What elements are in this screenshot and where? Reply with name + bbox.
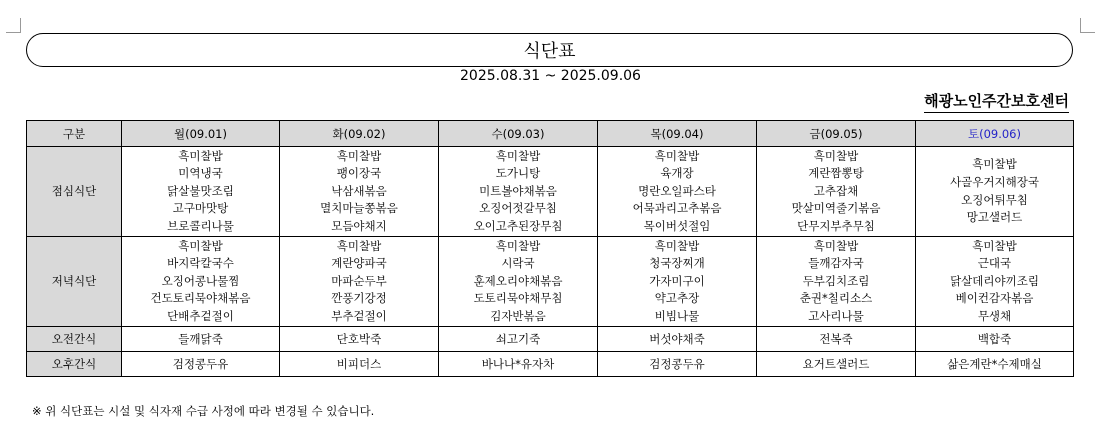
menu-cell-lunch-mon — [122, 147, 280, 237]
menu-cell-afternoon-snack-sat — [916, 352, 1074, 377]
menu-item: 비빔나물 — [654, 308, 700, 323]
menu-cell-afternoon-snack-fri — [757, 352, 916, 377]
menu-item: 계란양파국 — [331, 256, 387, 271]
menu-item: 삶은계란*수제매실 — [947, 357, 1042, 371]
menu-item: 들깨닭죽 — [178, 332, 223, 346]
header-day-mon: 월(09.01) — [122, 121, 280, 147]
menu-cell-afternoon-snack-thu — [598, 352, 757, 377]
menu-item: 도가니탕 — [495, 166, 541, 181]
menu-cell-lunch-fri — [757, 147, 916, 237]
menu-item: 근대국 — [977, 256, 1012, 271]
footnote: ※ 위 식단표는 시설 및 식자재 수급 사정에 따라 변경될 수 있습니다. — [32, 404, 375, 418]
menu-item: 전복죽 — [819, 332, 853, 346]
menu-cell-dinner-thu — [598, 237, 757, 327]
menu-item: 망고샐러드 — [966, 210, 1023, 225]
menu-item: 맛살미역줄기볶음 — [791, 201, 881, 216]
menu-item: 브로콜리나물 — [167, 218, 234, 233]
menu-cell-lunch-sat — [916, 147, 1074, 237]
menu-cell-afternoon-snack-tue — [280, 352, 439, 377]
menu-item: 검정콩두유 — [172, 357, 229, 371]
menu-item: 베이컨감자볶음 — [955, 291, 1034, 306]
menu-item: 흑미찰밥 — [178, 238, 223, 253]
row-dinner — [27, 237, 1074, 327]
menu-cell-dinner-fri — [757, 237, 916, 327]
menu-item: 흑미찰밥 — [972, 157, 1017, 172]
header-label: 구분 — [27, 121, 122, 147]
menu-item: 닭살불맛조림 — [167, 183, 234, 198]
menu-title: 식단표 — [523, 41, 576, 62]
header-row — [27, 121, 1074, 147]
row-label-afternoon-snack: 오후간식 — [27, 352, 122, 377]
menu-item: 계란짬뽕탕 — [808, 166, 864, 181]
menu-item: 흑미찰밥 — [813, 238, 859, 253]
menu-cell-morning-snack-mon — [122, 327, 280, 352]
row-label-dinner: 저녁식단 — [27, 237, 122, 327]
menu-item: 흑미찰밥 — [495, 148, 541, 163]
menu-item: 단배추겉절이 — [167, 308, 234, 323]
menu-item: 들깨감자국 — [808, 256, 864, 271]
menu-item: 요거트샐러드 — [802, 357, 870, 371]
menu-item: 검정콩두유 — [649, 357, 705, 371]
menu-item: 흑미찰밥 — [972, 238, 1017, 253]
menu-item: 바나나*유자차 — [481, 357, 555, 371]
menu-item: 미역냉국 — [178, 166, 223, 181]
page-corner-mark-right — [1080, 18, 1095, 33]
menu-item: 흑미찰밥 — [495, 238, 541, 253]
menu-cell-dinner-mon — [122, 237, 280, 327]
menu-item: 흑미찰밥 — [336, 238, 382, 253]
menu-item: 두부김치조림 — [802, 273, 870, 288]
menu-item: 단무지부추무침 — [797, 218, 875, 233]
menu-item: 명란오일파스타 — [638, 183, 716, 198]
menu-item: 바지락칼국수 — [167, 256, 234, 271]
date-range: 2025.08.31 ~ 2025.09.06 — [460, 68, 641, 84]
menu-item: 육개장 — [660, 166, 694, 181]
menu-item: 미트볼야채볶음 — [479, 183, 557, 198]
menu-item: 낙삼새볶음 — [331, 183, 387, 198]
menu-cell-afternoon-snack-wed — [439, 352, 598, 377]
header-day-thu: 목(09.04) — [598, 121, 757, 147]
menu-item: 김자반볶음 — [490, 308, 546, 323]
menu-item: 가자미구이 — [649, 273, 705, 288]
menu-item: 고구마맛탕 — [172, 201, 229, 216]
menu-table — [26, 120, 1074, 377]
menu-item: 흑미찰밥 — [336, 148, 382, 163]
menu-item: 어묵과리고추볶음 — [632, 201, 722, 216]
menu-item: 도토리묵야채무침 — [473, 291, 563, 306]
menu-item: 쇠고기죽 — [495, 332, 541, 346]
menu-cell-dinner-wed — [439, 237, 598, 327]
menu-item: 흑미찰밥 — [654, 238, 700, 253]
menu-item: 고사리나물 — [808, 308, 864, 323]
menu-cell-dinner-sat — [916, 237, 1074, 327]
menu-item: 약고추장 — [654, 291, 700, 306]
page-corner-mark-left — [6, 18, 21, 33]
menu-item: 오징어콩나물찜 — [161, 273, 240, 288]
menu-item: 마파순두부 — [331, 273, 387, 288]
header-day-fri: 금(09.05) — [757, 121, 916, 147]
menu-cell-lunch-wed — [439, 147, 598, 237]
menu-item: 버섯야채죽 — [649, 332, 705, 346]
menu-item: 팽이장국 — [336, 166, 382, 181]
menu-item: 무생채 — [977, 308, 1012, 323]
menu-item: 깐풍기강정 — [331, 291, 387, 306]
menu-cell-morning-snack-tue — [280, 327, 439, 352]
menu-cell-lunch-thu — [598, 147, 757, 237]
menu-item: 시락국 — [501, 256, 535, 271]
header-day-wed: 수(09.03) — [439, 121, 598, 147]
header-day-tue: 화(09.02) — [280, 121, 439, 147]
menu-item: 사골우거지해장국 — [950, 174, 1039, 189]
center-name: 해광노인주간보호센터 — [924, 90, 1069, 113]
menu-item: 건도토리묵야채볶음 — [150, 291, 251, 306]
row-afternoon-snack — [27, 352, 1074, 377]
menu-cell-morning-snack-wed — [439, 327, 598, 352]
menu-item: 백합죽 — [977, 332, 1012, 346]
row-morning-snack — [27, 327, 1074, 352]
menu-item: 멸치마늘쫑볶음 — [320, 201, 398, 216]
menu-item: 비피더스 — [336, 357, 382, 371]
row-label-lunch: 점심식단 — [27, 147, 122, 237]
menu-item: 부추겉절이 — [331, 308, 387, 323]
menu-cell-lunch-tue — [280, 147, 439, 237]
menu-item: 모듬야채지 — [331, 218, 387, 233]
menu-item: 단호박죽 — [336, 332, 382, 346]
menu-item: 목이버섯절임 — [643, 218, 711, 233]
header-day-sat: 토(09.06) — [916, 121, 1074, 147]
menu-cell-dinner-tue — [280, 237, 439, 327]
menu-item: 흑미찰밥 — [178, 148, 223, 163]
row-label-morning-snack: 오전간식 — [27, 327, 122, 352]
menu-item: 오징어튀무침 — [961, 192, 1028, 207]
menu-item: 춘권*칠리소스 — [799, 291, 873, 306]
menu-item: 청국장찌개 — [649, 256, 705, 271]
menu-item: 오이고추된장무침 — [473, 218, 563, 233]
menu-item: 오징어젓갈무침 — [479, 201, 557, 216]
menu-item: 흑미찰밥 — [813, 148, 859, 163]
menu-item: 닭살데리야끼조림 — [950, 273, 1039, 288]
menu-title-box — [26, 33, 1073, 67]
menu-item: 고추잡채 — [813, 183, 859, 198]
row-lunch — [27, 147, 1074, 237]
menu-cell-morning-snack-thu — [598, 327, 757, 352]
menu-item: 흑미찰밥 — [654, 148, 700, 163]
menu-item: 훈제오리야채볶음 — [473, 273, 563, 288]
menu-cell-morning-snack-sat — [916, 327, 1074, 352]
menu-cell-morning-snack-fri — [757, 327, 916, 352]
menu-cell-afternoon-snack-mon — [122, 352, 280, 377]
